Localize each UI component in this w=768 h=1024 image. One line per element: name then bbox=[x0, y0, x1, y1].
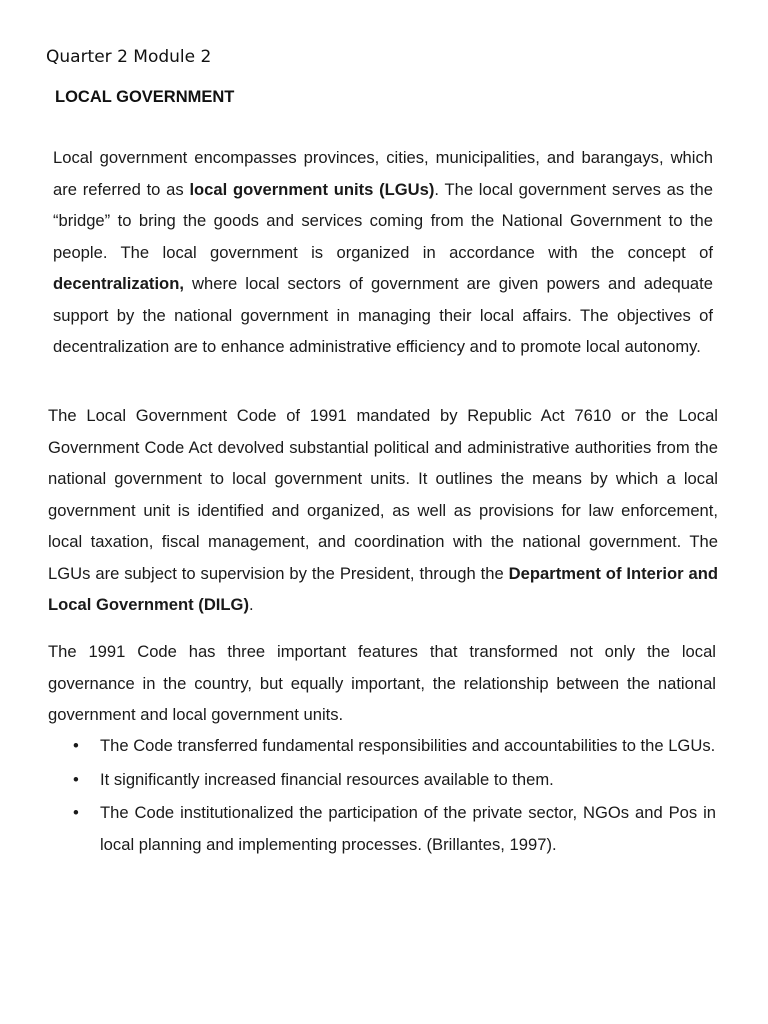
bullet-marker: • bbox=[73, 769, 79, 789]
list-item bbox=[48, 797, 716, 860]
features-bullet-list bbox=[48, 730, 716, 862]
list-item-text: The Code institutionalized the participation of the private sector, NGOs and Pos in local planning and implementing processes. (Brillantes, 1997). bbox=[100, 803, 716, 854]
bold-term-decentralization: decentralization, bbox=[53, 274, 184, 293]
paragraph-local-government-code bbox=[48, 400, 718, 621]
list-item bbox=[48, 764, 716, 796]
section-title: LOCAL GOVERNMENT bbox=[55, 88, 235, 106]
list-item-text: The Code transferred fundamental responsibilities and accountabilities to the LGUs. bbox=[100, 736, 716, 755]
paragraph-text: Local government encompasses provinces, cities, municipalities, and barangays, which are referred to as bbox=[53, 148, 713, 199]
list-item bbox=[48, 730, 716, 762]
paragraph-text: . The local government serves as the “bridge” to bring the goods and services coming from the National Government to the people. The local government is organized in accordance with the concept of bbox=[53, 179, 713, 262]
paragraph-text: where local sectors of government are given powers and adequate support by the national government in managing their local affairs. The objectives of decentralization are to enhance administrative efficiency and to promote local autonomy. bbox=[53, 274, 713, 356]
bullet-marker: • bbox=[73, 803, 79, 822]
bold-term-lgus: local government units (LGUs) bbox=[189, 179, 435, 199]
bold-term-dilg: Department of Interior and Local Government (DILG) bbox=[48, 563, 718, 614]
paragraph-lgu-definition bbox=[53, 142, 713, 363]
list-item-text: It significantly increased financial resources available to them. bbox=[100, 769, 554, 789]
paragraph-text: The Local Government Code of 1991 mandated by Republic Act 7610 or the Local Government Code Act devolved substantial political and administrative authorities from the national government to local government units. It outlines the means by which a local government unit is identified and organized, as well as provisions for law enforcement, local taxation, fiscal management, and coordination with the national government. The LGUs are subject to supervision by the President, through the bbox=[48, 406, 718, 583]
bullet-marker: • bbox=[73, 736, 79, 755]
module-header: Quarter 2 Module 2 bbox=[46, 47, 212, 67]
paragraph-code-features: The 1991 Code has three important features that transformed not only the local governance in the country, but equally important, the relationship between the national government and local government units. bbox=[48, 642, 716, 724]
paragraph-text: . bbox=[249, 595, 254, 614]
